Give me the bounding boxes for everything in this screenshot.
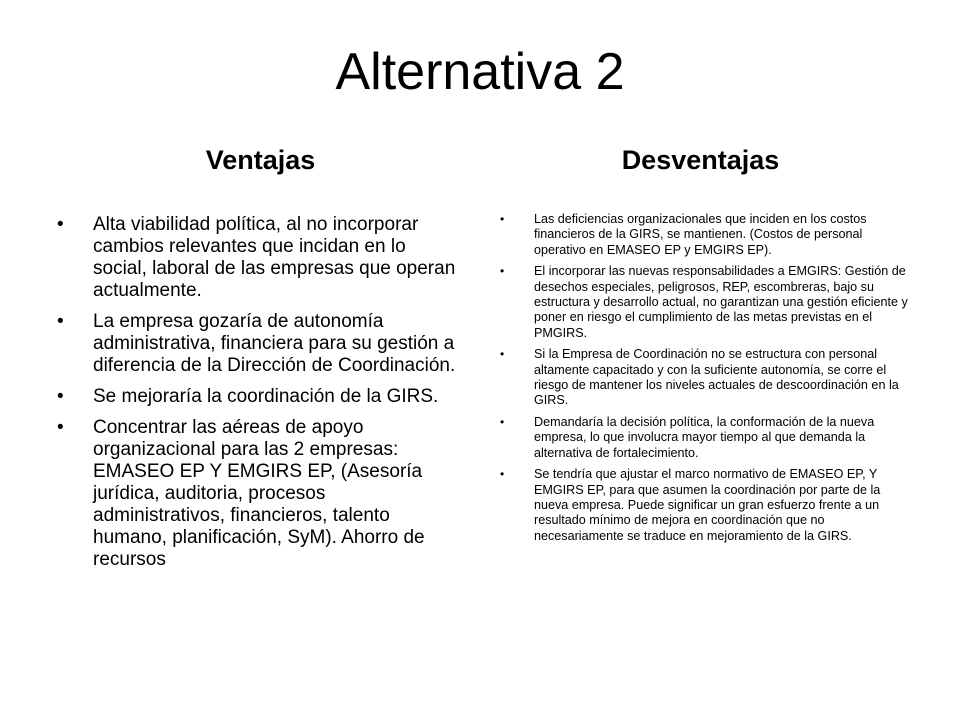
- list-item: [500, 467, 908, 544]
- bullet-icon: •: [500, 414, 505, 429]
- bullet-icon: •: [57, 311, 64, 332]
- list-item: [57, 417, 462, 571]
- list-item-text: El incorporar las nuevas responsabilidades a EMGIRS: Gestión de desechos especiales, peligrosos, REP, escombreras, bajo su estructura y desarrollo actual, no garantizan una gestión eficiente y poner en riesgo el cumplimiento de las metas previstas en el PMGIRS.: [534, 264, 908, 340]
- bullet-icon: •: [57, 417, 64, 438]
- list-item: [500, 347, 908, 409]
- desventajas-heading: Desventajas: [621, 145, 780, 175]
- list-item-text: Se mejoraría la coordinación de la GIRS.: [93, 386, 439, 407]
- list-item: [500, 264, 908, 341]
- list-item-text: Si la Empresa de Coordinación no se estructura con personal altamente capacitado y con la suficiente autonomía, se corre el riesgo de mantener los niveles actuales de descoordinación en la GIRS.: [534, 347, 899, 408]
- ventajas-heading: Ventajas: [205, 145, 316, 175]
- list-item-text: Demandaría la decisión política, la conformación de la nueva empresa, lo que involucra mayor tiempo al que demanda la alternativa de fortalecimiento.: [534, 414, 875, 460]
- ventajas-list: [57, 214, 462, 580]
- bullet-icon: •: [500, 347, 505, 362]
- bullet-icon: •: [500, 467, 505, 482]
- desventajas-list: [500, 212, 908, 550]
- list-item: [57, 311, 462, 377]
- list-item: [500, 212, 908, 258]
- list-item-text: Alta viabilidad política, al no incorporar cambios relevantes que incidan en lo social, laboral de las empresas que operan actualmente.: [93, 214, 456, 301]
- bullet-icon: •: [500, 212, 505, 226]
- list-item-text: Se tendría que ajustar el marco normativo de EMASEO EP, Y EMGIRS EP, para que asumen la coordinación por parte de la nueva empresa. Puede significar un gran esfuerzo frente a un resultado mínimo de mejora en coordinación que no necesariamente se traduce en mejoramiento de la GIRS.: [534, 467, 881, 543]
- list-item: [500, 415, 908, 461]
- list-item-text: Las deficiencias organizacionales que inciden en los costos financieros de la GIRS, se mantienen. (Costos de personal operativo en EMASEO EP y EMGIRS EP).: [534, 212, 867, 257]
- bullet-icon: •: [57, 214, 64, 235]
- list-item: [57, 214, 462, 302]
- list-item-text: La empresa gozaría de autonomía administrativa, financiera para su gestión a diferencia de la Dirección de Coordinación.: [93, 311, 456, 376]
- bullet-icon: •: [500, 264, 505, 279]
- bullet-icon: •: [57, 386, 64, 407]
- list-item: [57, 386, 462, 408]
- slide-title: Alternativa 2: [335, 43, 625, 101]
- list-item-text: Concentrar las aéreas de apoyo organizacional para las 2 empresas: EMASEO EP Y EMGIRS EP, (Asesoría jurídica, auditoria, procesos administrativos, financieros, talento humano, planificación, SyM). Ahorro de recursos: [93, 417, 425, 570]
